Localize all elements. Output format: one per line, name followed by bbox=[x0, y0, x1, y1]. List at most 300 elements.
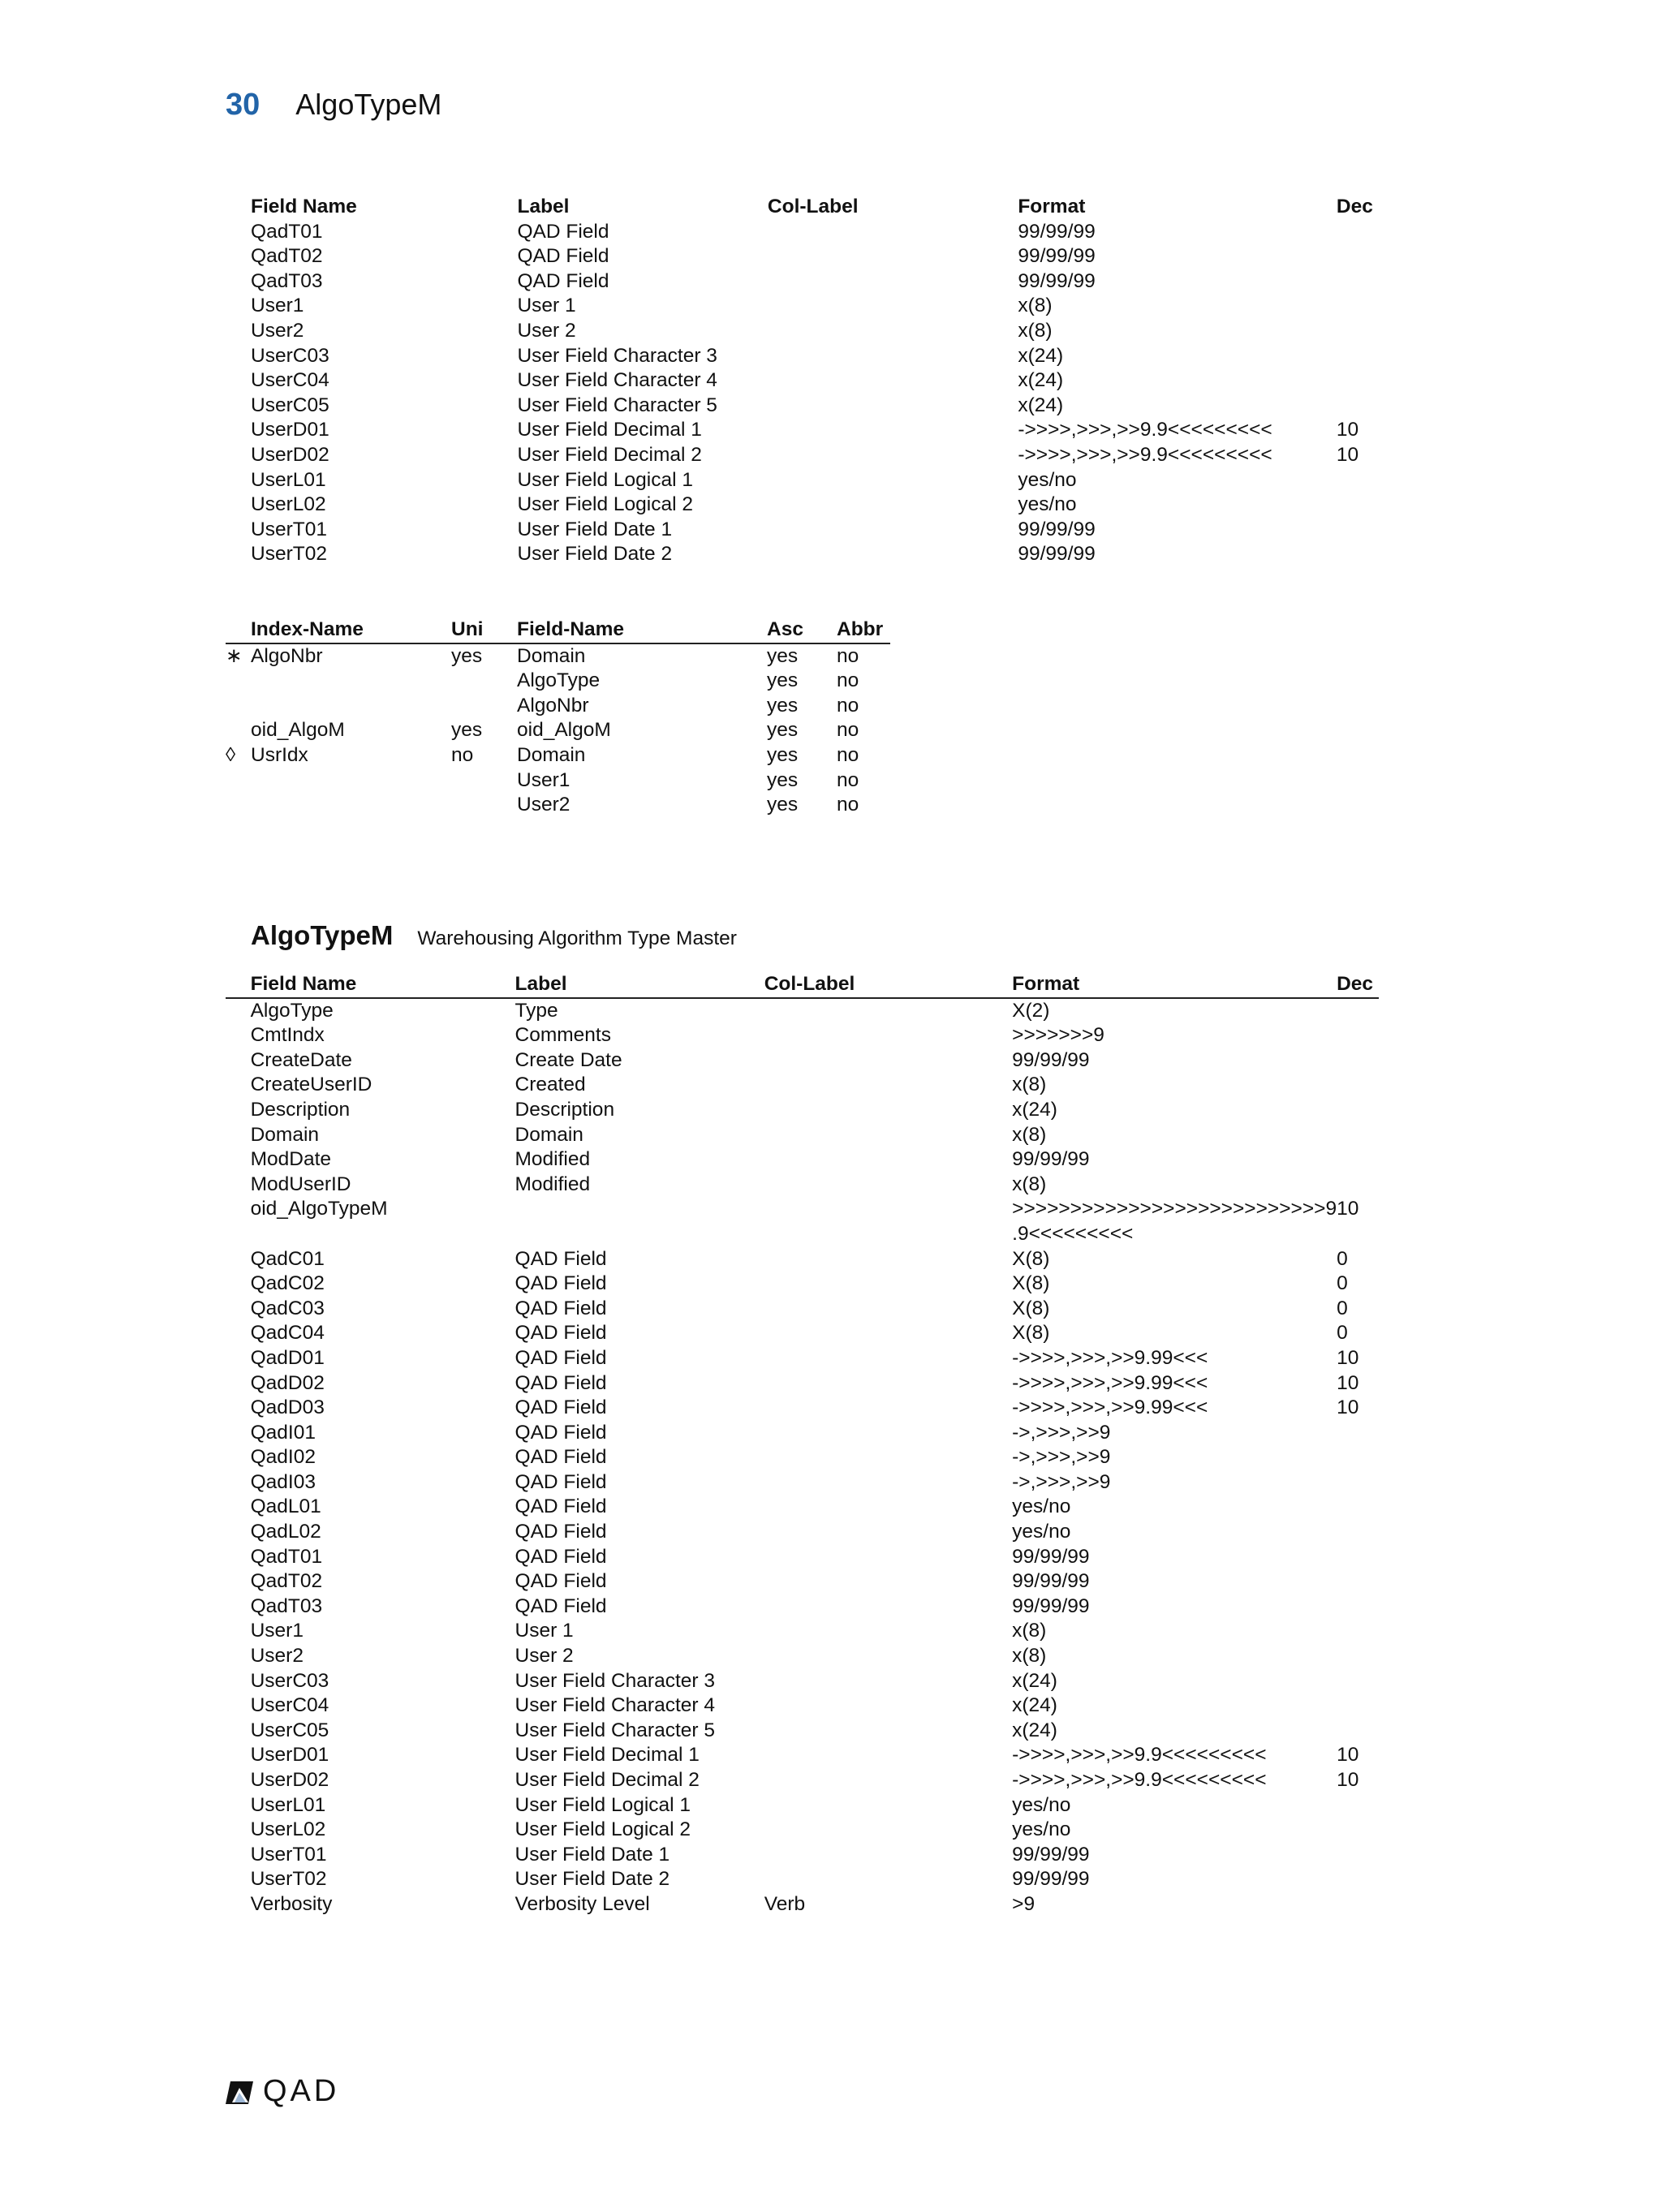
field-name-cell: Domain bbox=[250, 1123, 320, 1146]
col-label-cell bbox=[768, 220, 1018, 245]
format-cell bbox=[1012, 1396, 1337, 1421]
table-row bbox=[226, 1818, 1379, 1843]
format-text: x(8) bbox=[1012, 1123, 1047, 1146]
field-name-cell: UserD01 bbox=[251, 419, 329, 441]
format-cell bbox=[1018, 220, 1337, 245]
label-cell: Verbosity Level bbox=[515, 1892, 650, 1915]
field-table-body bbox=[226, 998, 1379, 1917]
unique-cell bbox=[451, 793, 517, 818]
index-marker bbox=[226, 793, 251, 818]
dec-cell bbox=[1337, 1048, 1379, 1074]
dec-cell bbox=[1337, 1867, 1379, 1892]
table-row bbox=[226, 1892, 1379, 1917]
abbreviated-cell: no bbox=[837, 694, 859, 717]
format-cell bbox=[1018, 542, 1337, 567]
field-name-cell: UserL02 bbox=[250, 1818, 326, 1841]
format-text: 99/99/99 bbox=[1012, 1048, 1090, 1071]
row-marker bbox=[226, 443, 251, 468]
format-cell bbox=[1018, 418, 1337, 443]
field-name-cell: QadI01 bbox=[250, 1421, 316, 1444]
field-name-cell: Description bbox=[250, 1098, 351, 1121]
label-cell: User Field Decimal 2 bbox=[517, 443, 702, 466]
col-label-cell bbox=[764, 1247, 1012, 1272]
table-row bbox=[226, 1346, 1379, 1371]
format-cell bbox=[1012, 1073, 1337, 1098]
label-cell: User Field Logical 1 bbox=[517, 468, 694, 491]
field-name-cell: UserL02 bbox=[251, 493, 326, 516]
table-row bbox=[226, 669, 890, 694]
format-text: X(8) bbox=[1012, 1322, 1050, 1345]
ascending-cell: yes bbox=[767, 794, 799, 816]
table-row bbox=[226, 1197, 1379, 1246]
index-marker: ◊ bbox=[226, 743, 236, 766]
field-name-cell: QadT03 bbox=[250, 1594, 323, 1617]
dec-cell bbox=[1337, 244, 1379, 269]
table-row bbox=[226, 1843, 1379, 1868]
format-cell bbox=[1018, 244, 1337, 269]
col-label-cell bbox=[764, 1867, 1012, 1892]
col-label-cell bbox=[764, 1123, 1012, 1148]
unique-cell bbox=[451, 669, 517, 694]
label-cell: Create Date bbox=[515, 1048, 622, 1071]
table-row bbox=[226, 1445, 1379, 1470]
field-name-cell: QadL01 bbox=[250, 1495, 321, 1518]
row-marker bbox=[226, 1768, 251, 1793]
dec-cell bbox=[1337, 1098, 1379, 1123]
label-cell: QAD Field bbox=[515, 1446, 607, 1469]
field-table-continued-body bbox=[226, 220, 1379, 567]
format-cell bbox=[1012, 1669, 1337, 1694]
index-name-cell bbox=[251, 694, 451, 719]
col-label-cell bbox=[764, 1098, 1012, 1123]
row-marker bbox=[226, 1197, 251, 1246]
field-name-cell: QadT02 bbox=[251, 245, 323, 268]
col-label-cell bbox=[764, 1396, 1012, 1421]
format-text: 99/99/99 bbox=[1012, 1570, 1090, 1593]
field-name-cell: QadC02 bbox=[250, 1272, 325, 1295]
field-name-cell: Verbosity bbox=[250, 1892, 333, 1915]
format-text: x(8) bbox=[1012, 1173, 1047, 1195]
format-cell bbox=[1018, 344, 1337, 369]
format-cell bbox=[1012, 1793, 1337, 1818]
table-row bbox=[226, 1297, 1379, 1322]
label-cell: Type bbox=[515, 999, 558, 1022]
format-text: X(8) bbox=[1012, 1297, 1050, 1319]
row-marker bbox=[226, 1346, 251, 1371]
row-marker bbox=[226, 244, 251, 269]
index-field-cell: oid_AlgoM bbox=[517, 719, 611, 742]
col-label-cell bbox=[768, 542, 1018, 567]
col-label-cell bbox=[764, 1719, 1012, 1744]
format-cell bbox=[1012, 1693, 1337, 1719]
table-row bbox=[226, 1371, 1379, 1396]
ascending-header: Asc bbox=[767, 618, 803, 640]
format-text: x(24) bbox=[1012, 1669, 1057, 1692]
label-cell: QAD Field bbox=[515, 1545, 607, 1568]
field-name-cell: AlgoType bbox=[250, 999, 334, 1022]
field-name-cell: UserL01 bbox=[251, 468, 326, 491]
unique-cell bbox=[451, 694, 517, 719]
format-text: ->>>>,>>>,>>9.9<<<<<<<<< bbox=[1012, 1769, 1267, 1791]
row-marker bbox=[226, 1297, 251, 1322]
row-marker bbox=[226, 1470, 251, 1495]
ascending-cell: yes bbox=[767, 743, 799, 766]
row-marker bbox=[226, 1644, 251, 1669]
format-text: x(8) bbox=[1012, 1620, 1047, 1642]
dec-cell bbox=[1337, 518, 1379, 543]
dec-cell bbox=[1337, 1147, 1379, 1173]
field-name-cell: ModUserID bbox=[250, 1173, 351, 1195]
unique-cell: yes bbox=[451, 644, 483, 667]
dec-cell bbox=[1337, 998, 1379, 1024]
abbreviated-cell: no bbox=[837, 794, 859, 816]
field-table-continued bbox=[226, 195, 1379, 567]
label-cell: User 1 bbox=[517, 295, 576, 317]
format-cell bbox=[1018, 443, 1337, 468]
field-name-cell: UserL01 bbox=[250, 1793, 326, 1816]
format-cell bbox=[1012, 1495, 1337, 1520]
table-row bbox=[226, 1693, 1379, 1719]
abbreviated-header: Abbr bbox=[837, 618, 884, 640]
col-label-cell bbox=[764, 1768, 1012, 1793]
table-row bbox=[226, 743, 890, 768]
dec-cell bbox=[1337, 220, 1379, 245]
format-text: >9 bbox=[1012, 1892, 1036, 1915]
table-row bbox=[226, 1048, 1379, 1074]
format-cell bbox=[1012, 1147, 1337, 1173]
index-field-cell: User1 bbox=[517, 768, 571, 791]
index-name-cell bbox=[251, 793, 451, 818]
col-label-cell bbox=[764, 1197, 1012, 1246]
table-row bbox=[226, 1669, 1379, 1694]
label-cell: User Field Logical 1 bbox=[515, 1793, 691, 1816]
label-cell: User Field Character 3 bbox=[515, 1669, 715, 1692]
abbreviated-cell: no bbox=[837, 644, 859, 667]
label-cell bbox=[515, 1197, 764, 1246]
table-row bbox=[226, 1396, 1379, 1421]
format-cell bbox=[1018, 319, 1337, 344]
dec-cell bbox=[1337, 1470, 1379, 1495]
format-cell bbox=[1012, 1297, 1337, 1322]
dec-cell: 0 bbox=[1337, 1322, 1348, 1345]
format-cell bbox=[1012, 1173, 1337, 1198]
format-text: ->>>>,>>>,>>9.9<<<<<<<<< bbox=[1018, 443, 1272, 466]
field-name-cell: QadT01 bbox=[251, 220, 323, 243]
format-text: ->>>>,>>>,>>9.99<<< bbox=[1012, 1371, 1208, 1394]
format-cell bbox=[1012, 998, 1337, 1024]
label-cell: QAD Field bbox=[517, 245, 609, 268]
row-marker bbox=[226, 294, 251, 319]
table-row bbox=[226, 1495, 1379, 1520]
col-label-cell bbox=[764, 1470, 1012, 1495]
table-row bbox=[226, 294, 1379, 319]
index-name-header: Index-Name bbox=[251, 618, 364, 640]
col-label-cell bbox=[764, 1147, 1012, 1173]
label-cell: QAD Field bbox=[515, 1421, 607, 1444]
field-name-cell: UserD01 bbox=[250, 1744, 329, 1767]
field-name-cell: UserC05 bbox=[250, 1719, 329, 1741]
row-marker bbox=[226, 394, 251, 419]
abbreviated-cell: no bbox=[837, 768, 859, 791]
col-label-cell: Verb bbox=[764, 1892, 806, 1915]
row-marker bbox=[226, 1545, 251, 1570]
index-name-cell: oid_AlgoM bbox=[251, 719, 345, 742]
format-cell bbox=[1012, 1619, 1337, 1644]
row-marker bbox=[226, 368, 251, 394]
row-marker bbox=[226, 1495, 251, 1520]
dec-cell: 0 bbox=[1337, 1247, 1348, 1270]
format-text: 99/99/99 bbox=[1018, 518, 1096, 540]
dec-cell bbox=[1337, 269, 1379, 295]
ascending-cell: yes bbox=[767, 768, 799, 791]
format-text: x(8) bbox=[1012, 1074, 1047, 1096]
format-text: x(24) bbox=[1012, 1098, 1057, 1121]
format-cell bbox=[1012, 1123, 1337, 1148]
col-label-cell bbox=[764, 1495, 1012, 1520]
format-cell bbox=[1018, 468, 1337, 493]
format-text: ->>>>,>>>,>>9.9<<<<<<<<< bbox=[1012, 1744, 1267, 1767]
label-cell: User Field Character 4 bbox=[515, 1694, 715, 1717]
dec-cell bbox=[1337, 1719, 1379, 1744]
dec-cell bbox=[1337, 1173, 1379, 1198]
row-marker bbox=[226, 1023, 251, 1048]
dec-cell: 10 bbox=[1336, 443, 1359, 466]
dec-cell bbox=[1337, 1693, 1379, 1719]
table-row bbox=[226, 1520, 1379, 1545]
page-number: 30 bbox=[226, 88, 260, 122]
abbreviated-cell: no bbox=[837, 669, 859, 692]
row-marker bbox=[226, 1569, 251, 1594]
label-cell: User Field Date 2 bbox=[517, 543, 673, 566]
row-marker bbox=[226, 1445, 251, 1470]
table-row bbox=[226, 718, 890, 743]
table-row bbox=[226, 1321, 1379, 1346]
unique-header: Uni bbox=[451, 618, 484, 640]
table-row bbox=[226, 1719, 1379, 1744]
unique-cell: yes bbox=[451, 719, 483, 742]
dec-cell bbox=[1337, 1793, 1379, 1818]
dec-cell bbox=[1337, 394, 1379, 419]
table-row bbox=[226, 394, 1379, 419]
dec-cell bbox=[1337, 468, 1379, 493]
dec-cell: 10 bbox=[1337, 1769, 1359, 1791]
format-cell bbox=[1012, 1743, 1337, 1768]
row-marker bbox=[226, 1818, 251, 1843]
format-cell bbox=[1012, 1470, 1337, 1495]
index-marker bbox=[226, 694, 251, 719]
col-label-cell bbox=[768, 518, 1018, 543]
format-cell bbox=[1012, 1247, 1337, 1272]
format-text: yes/no bbox=[1018, 468, 1077, 491]
table-row bbox=[226, 319, 1379, 344]
field-name-cell: UserC03 bbox=[251, 344, 329, 367]
table-row bbox=[226, 1247, 1379, 1272]
label-cell: User Field Character 5 bbox=[517, 394, 717, 416]
format-cell bbox=[1012, 1545, 1337, 1570]
col-label-cell bbox=[764, 1843, 1012, 1868]
logo-text: QAD bbox=[263, 2074, 340, 2108]
col-label-cell bbox=[764, 1619, 1012, 1644]
field-name-cell: UserD02 bbox=[250, 1769, 329, 1791]
format-text: 99/99/99 bbox=[1012, 1868, 1090, 1891]
row-marker bbox=[226, 468, 251, 493]
dec-cell bbox=[1337, 319, 1379, 344]
format-text: x(24) bbox=[1018, 394, 1064, 416]
field-name-cell: QadT01 bbox=[250, 1545, 323, 1568]
qad-logo bbox=[224, 2074, 339, 2109]
col-label-cell bbox=[768, 493, 1018, 518]
row-marker bbox=[226, 1247, 251, 1272]
format-text: X(2) bbox=[1012, 999, 1050, 1022]
format-text: 99/99/99 bbox=[1018, 245, 1096, 268]
row-marker bbox=[226, 518, 251, 543]
row-marker bbox=[226, 1619, 251, 1644]
table-row bbox=[226, 1644, 1379, 1669]
table-row bbox=[226, 468, 1379, 493]
format-text: x(24) bbox=[1018, 369, 1064, 392]
dec-cell bbox=[1337, 1669, 1379, 1694]
index-marker: ∗ bbox=[226, 644, 243, 667]
col-label-cell bbox=[764, 1048, 1012, 1074]
format-text: yes/no bbox=[1012, 1793, 1071, 1816]
format-text: 99/99/99 bbox=[1012, 1148, 1090, 1171]
format-text: ->>>>,>>>,>>9.9<<<<<<<<< bbox=[1018, 419, 1272, 441]
field-name-cell: UserD02 bbox=[251, 443, 329, 466]
dec-header: Dec bbox=[1336, 196, 1373, 217]
table-row bbox=[226, 1147, 1379, 1173]
row-marker bbox=[226, 1123, 251, 1148]
label-cell: QAD Field bbox=[517, 269, 609, 292]
table-row bbox=[226, 418, 1379, 443]
index-name-cell bbox=[251, 669, 451, 694]
format-cell bbox=[1012, 1421, 1337, 1446]
col-label-cell bbox=[764, 1669, 1012, 1694]
dec-cell bbox=[1337, 1619, 1379, 1644]
page-title: AlgoTypeM bbox=[295, 88, 442, 121]
field-name-cell: UserC04 bbox=[251, 369, 329, 392]
table-row bbox=[226, 1023, 1379, 1048]
label-cell: QAD Field bbox=[515, 1247, 607, 1270]
format-cell bbox=[1018, 394, 1337, 419]
marker-column-header bbox=[226, 618, 251, 643]
col-label-cell bbox=[764, 1346, 1012, 1371]
row-marker bbox=[226, 1396, 251, 1421]
field-name-header: Field Name bbox=[250, 973, 357, 995]
format-cell bbox=[1012, 1048, 1337, 1074]
format-text: 99/99/99 bbox=[1012, 1594, 1090, 1617]
dec-cell bbox=[1337, 1569, 1379, 1594]
table-row bbox=[226, 244, 1379, 269]
col-label-cell bbox=[764, 1743, 1012, 1768]
field-name-cell: UserC03 bbox=[250, 1669, 329, 1692]
index-field-cell: AlgoNbr bbox=[517, 694, 589, 717]
label-cell: Domain bbox=[515, 1123, 583, 1146]
format-cell bbox=[1018, 493, 1337, 518]
col-label-cell bbox=[764, 1297, 1012, 1322]
dec-cell: 10 bbox=[1337, 1744, 1359, 1767]
dec-cell bbox=[1337, 493, 1379, 518]
col-label-cell bbox=[768, 368, 1018, 394]
table-row bbox=[226, 1545, 1379, 1570]
format-text: 99/99/99 bbox=[1018, 543, 1096, 566]
index-field-cell: Domain bbox=[517, 743, 586, 766]
format-text: >>>>>>>>>>>>>>>>>>>>>>>>>>>9 bbox=[1012, 1198, 1337, 1220]
row-marker bbox=[226, 1843, 251, 1868]
format-cell bbox=[1012, 1569, 1337, 1594]
col-label-cell bbox=[764, 1793, 1012, 1818]
field-name-cell: QadI03 bbox=[250, 1470, 316, 1493]
table-row bbox=[226, 1743, 1379, 1768]
label-cell: QAD Field bbox=[515, 1594, 607, 1617]
format-cell bbox=[1012, 1843, 1337, 1868]
table-row bbox=[226, 694, 890, 719]
field-name-cell: User2 bbox=[251, 319, 304, 342]
table-row bbox=[226, 443, 1379, 468]
col-label-cell bbox=[768, 244, 1018, 269]
format-text: x(24) bbox=[1012, 1694, 1057, 1717]
row-marker bbox=[226, 1892, 251, 1917]
label-cell: QAD Field bbox=[515, 1396, 607, 1419]
row-marker bbox=[226, 1048, 251, 1074]
format-cell bbox=[1018, 518, 1337, 543]
row-marker bbox=[226, 1867, 251, 1892]
col-label-cell bbox=[768, 269, 1018, 295]
format-text: x(24) bbox=[1018, 344, 1064, 367]
index-marker bbox=[226, 718, 251, 743]
col-label-cell bbox=[764, 1693, 1012, 1719]
format-cell bbox=[1012, 1023, 1337, 1048]
label-cell: User 2 bbox=[517, 319, 576, 342]
dec-cell bbox=[1337, 1892, 1379, 1917]
field-name-cell: User1 bbox=[251, 295, 304, 317]
format-text: X(8) bbox=[1012, 1272, 1050, 1295]
col-label-cell bbox=[764, 1569, 1012, 1594]
field-name-cell: ModDate bbox=[250, 1148, 332, 1171]
label-cell: QAD Field bbox=[515, 1297, 607, 1319]
format-cell bbox=[1012, 1768, 1337, 1793]
index-table-header bbox=[226, 618, 890, 643]
index-field-cell: AlgoType bbox=[517, 669, 601, 692]
format-text: x(8) bbox=[1018, 319, 1053, 342]
row-marker bbox=[226, 493, 251, 518]
ascending-cell: yes bbox=[767, 719, 799, 742]
row-marker bbox=[226, 1594, 251, 1620]
field-name-header: Field Name bbox=[251, 196, 357, 217]
format-text: ->>>>,>>>,>>9.99<<< bbox=[1012, 1346, 1208, 1369]
table-row bbox=[226, 493, 1379, 518]
field-name-cell: QadT02 bbox=[250, 1570, 323, 1593]
row-marker bbox=[226, 1693, 251, 1719]
col-label-cell bbox=[764, 1272, 1012, 1297]
format-text: 99/99/99 bbox=[1018, 220, 1096, 243]
dec-cell bbox=[1337, 1421, 1379, 1446]
dec-cell bbox=[1337, 1843, 1379, 1868]
dec-cell bbox=[1337, 368, 1379, 394]
index-name-cell: UsrIdx bbox=[251, 743, 308, 766]
dec-cell: 0 bbox=[1337, 1297, 1348, 1319]
table-row bbox=[226, 1470, 1379, 1495]
field-name-cell: UserT02 bbox=[250, 1868, 327, 1891]
table-row bbox=[226, 643, 890, 669]
field-name-cell: UserC05 bbox=[251, 394, 329, 416]
label-cell: User Field Character 3 bbox=[517, 344, 717, 367]
format-text: ->>>>,>>>,>>9.99<<< bbox=[1012, 1396, 1208, 1419]
format-cell bbox=[1012, 1346, 1337, 1371]
table-row bbox=[226, 220, 1379, 245]
row-marker bbox=[226, 542, 251, 567]
label-cell: Modified bbox=[515, 1173, 591, 1195]
format-cell bbox=[1012, 1445, 1337, 1470]
